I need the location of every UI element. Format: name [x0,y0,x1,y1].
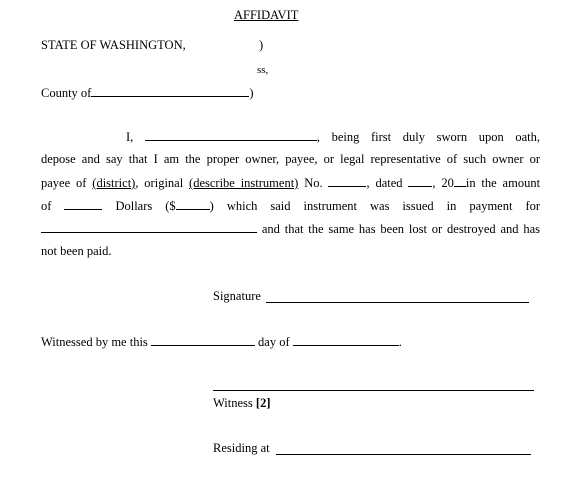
body-line-3 [41,175,540,191]
witnessed-day-of-label: day of [258,335,290,349]
witnessed-label: Witnessed by me this [41,335,148,349]
header-paren-top: ) [259,38,264,52]
body-text: of [41,199,52,213]
county-label: County of [41,86,92,100]
signature-line[interactable] [266,302,529,303]
body-line-1 [41,129,540,145]
residing-line[interactable] [276,454,531,455]
payment-purpose-blank[interactable] [41,221,257,233]
amount-words-blank[interactable] [64,198,102,210]
body-text: , dated [366,176,403,190]
witness-month-blank[interactable] [293,334,399,346]
body-line-4 [41,198,540,214]
body-line-5 [41,221,540,237]
county-blank[interactable] [91,85,249,97]
witness-day-blank[interactable] [151,334,255,346]
residing-label: Residing at [213,441,270,455]
state-label: STATE OF WASHINGTON, [41,38,186,52]
body-text: I, [126,130,134,144]
body-line-2: depose and say that I am the proper owner, payee, or legal representative of such owner or [41,152,540,166]
body-text: Dollars ($ [115,199,176,213]
header-paren-bottom: ) [249,86,254,100]
district-placeholder: (district) [92,176,136,190]
body-text: ) which said instrument was issued in payment for [209,199,541,213]
date-blank[interactable] [408,175,432,187]
document-title: AFFIDAVIT [234,8,299,22]
amount-dollars-blank[interactable] [176,198,210,210]
body-text: and that the same has been lost or destroyed and has [261,222,540,236]
witness-label-row [213,396,270,411]
affiant-name-blank[interactable] [145,129,317,141]
body-text: No. [304,176,323,190]
witnessed-row [41,334,402,350]
county-row [41,85,254,101]
witnessed-period: . [398,335,402,349]
body-text: , being first duly sworn upon oath, [316,130,540,144]
body-line-6: not been paid. [41,244,112,258]
body-text: , 20 [432,176,454,190]
year-blank[interactable] [454,175,466,187]
witness-footnote-ref: [2] [255,396,271,410]
body-text: in the amount [465,176,541,190]
instrument-placeholder: (describe instrument) [189,176,299,190]
witness-signature-line[interactable] [213,390,534,391]
witness-label: Witness [213,396,253,410]
body-text: , original [135,176,184,190]
signature-label: Signature [213,289,261,303]
ss-label: ss, [257,64,269,76]
body-text: payee of [41,176,87,190]
number-blank[interactable] [328,175,366,187]
